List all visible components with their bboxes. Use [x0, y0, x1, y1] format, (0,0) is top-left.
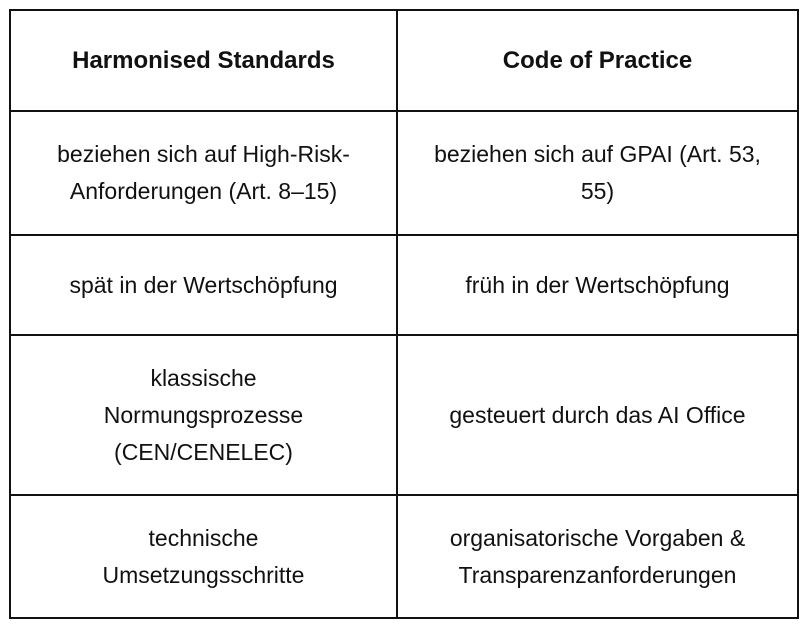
table-row	[10, 495, 798, 618]
table-cell: spät in der Wertschöpfung	[10, 235, 397, 335]
table-cell: beziehen sich auf High-Risk-Anforderungen (Art. 8–15)	[10, 111, 397, 235]
table-cell: organisatorische Vorgaben & Transparenzanforderungen	[397, 495, 798, 618]
table-cell: beziehen sich auf GPAI (Art. 53, 55)	[397, 111, 798, 235]
table-cell: gesteuert durch das AI Office	[397, 335, 798, 495]
table-row	[10, 335, 798, 495]
table-cell: klassische Normungsprozesse (CEN/CENELEC)	[10, 335, 397, 495]
header-code-of-practice: Code of Practice	[397, 10, 798, 111]
table-row	[10, 111, 798, 235]
table-cell: technische Umsetzungsschritte	[10, 495, 397, 618]
table-header-row	[10, 10, 798, 111]
table-row	[10, 235, 798, 335]
comparison-table	[9, 9, 799, 619]
header-harmonised-standards: Harmonised Standards	[10, 10, 397, 111]
table-cell: früh in der Wertschöpfung	[397, 235, 798, 335]
comparison-table-container	[9, 9, 799, 619]
